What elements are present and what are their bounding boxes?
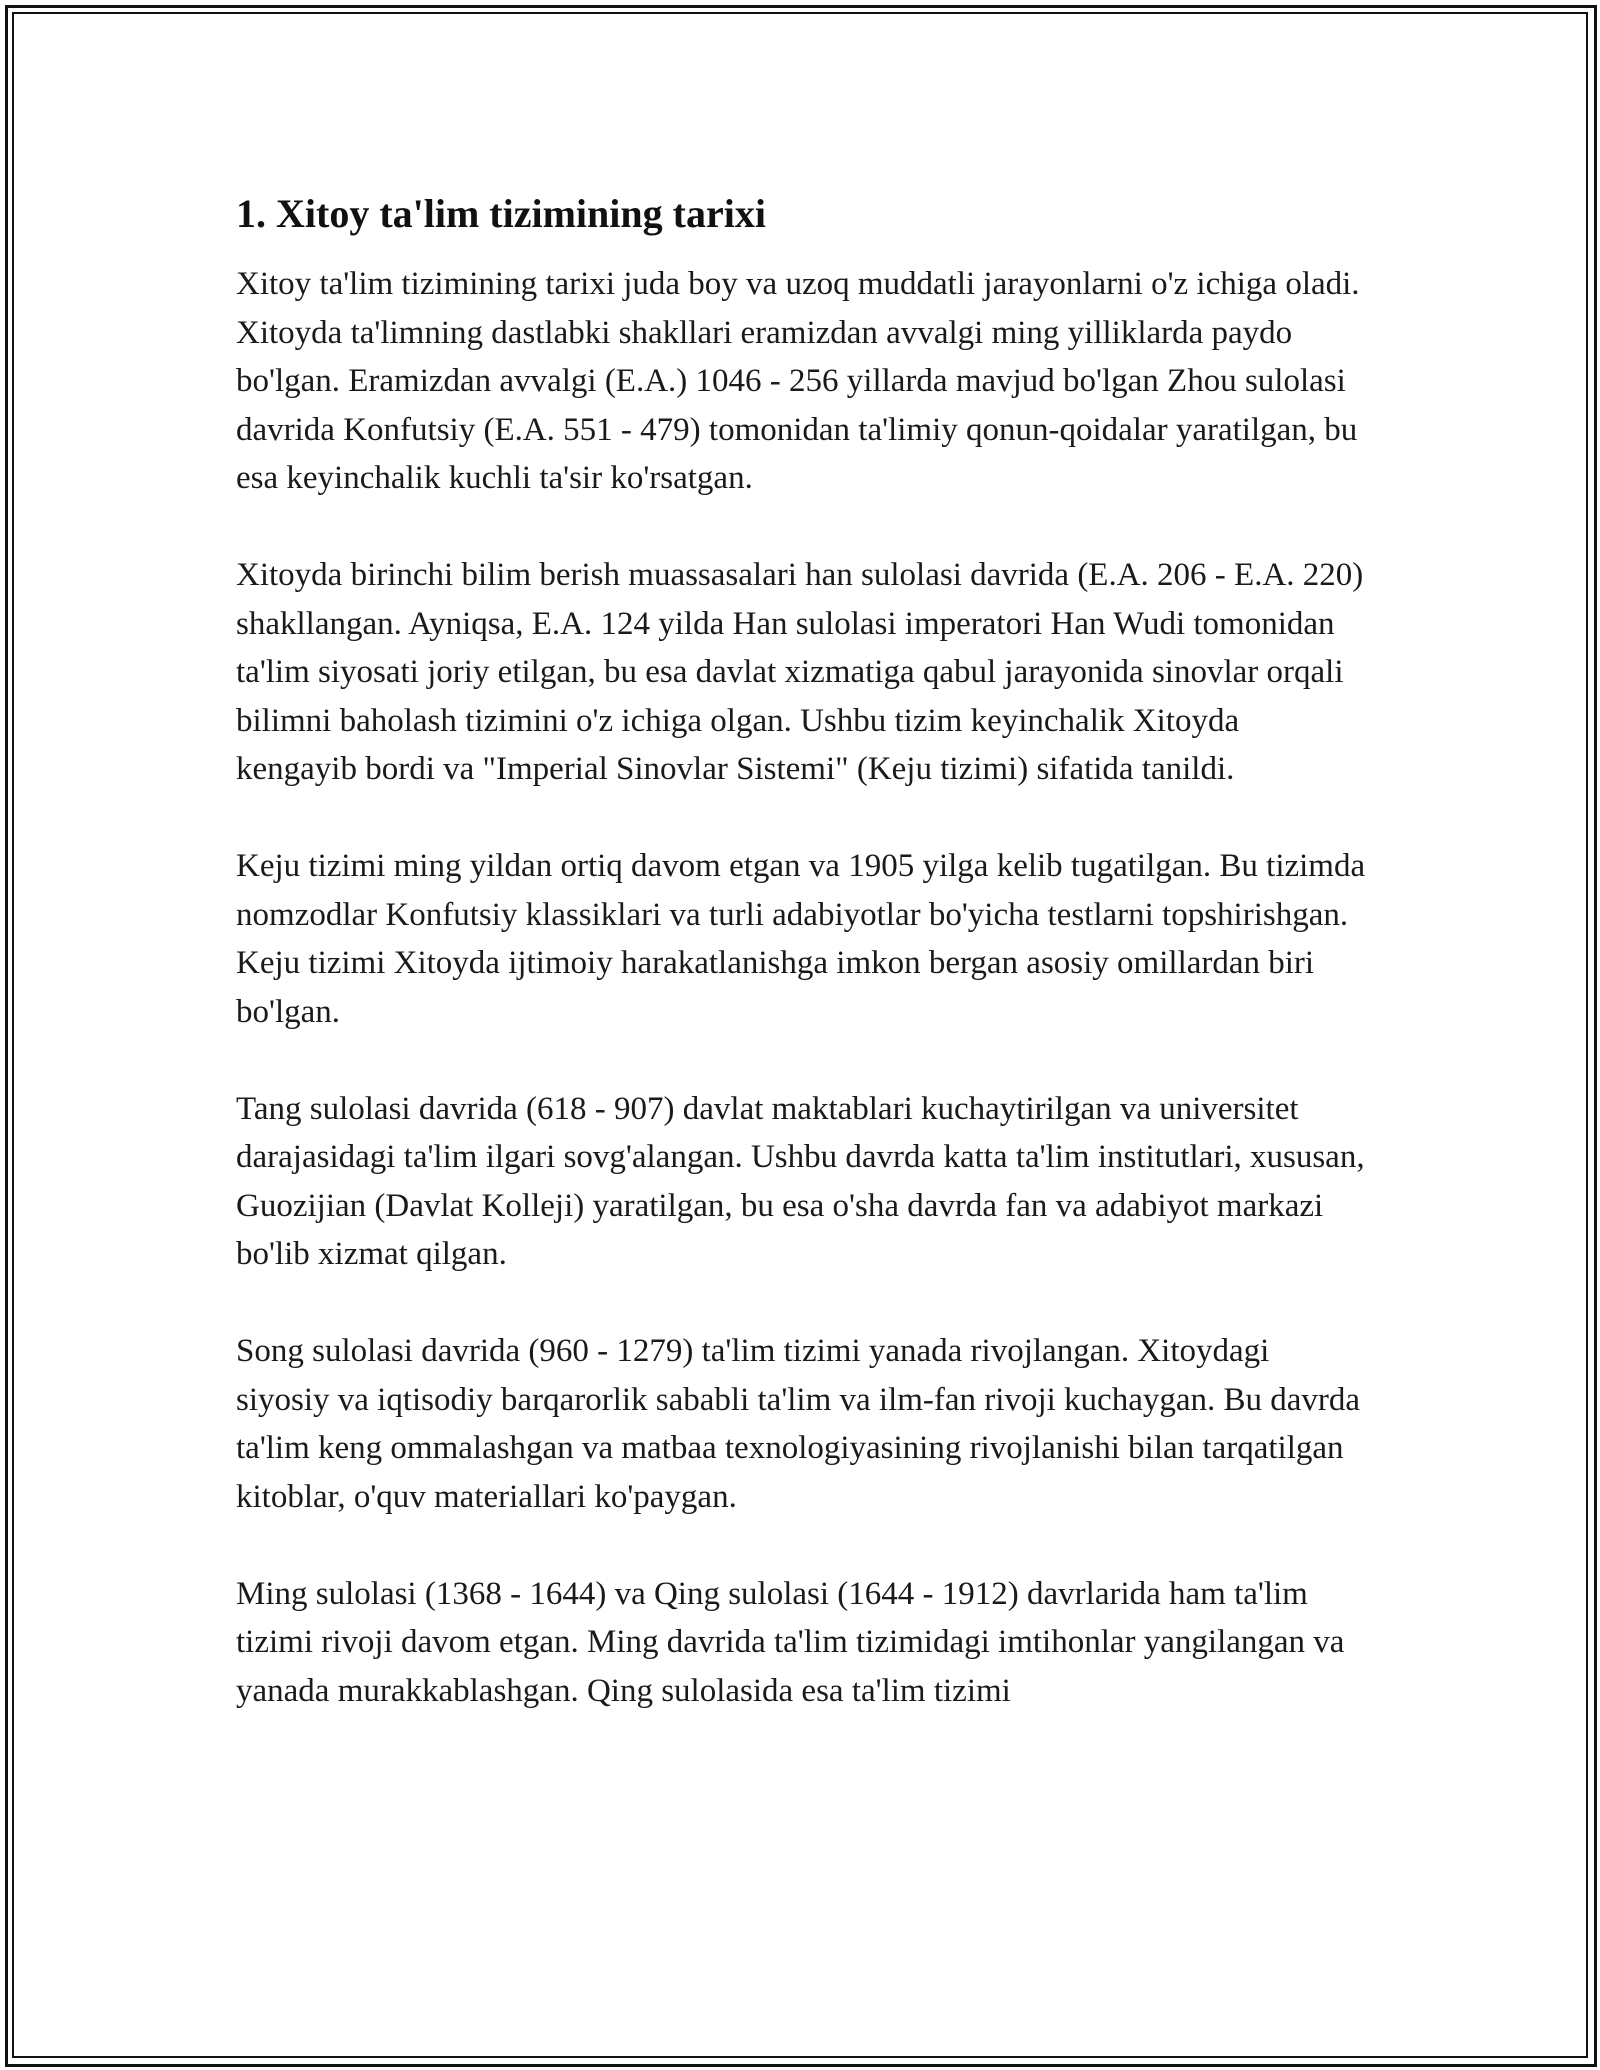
section-heading: 1. Xitoy ta'lim tizimining tarixi: [236, 191, 766, 236]
paragraph-han-dynasty: Xitoyda birinchi bilim berish muassasalari han sulolasi davrida (E.A. 206 - E.A. 220) shakllangan. Ayniqsa, E.A. 124 yilda Han sulolasi imperatori Han Wudi tomonidan ta'lim siyosati joriy etilgan, bu esa davlat xizmatiga qabul jarayonida sinovlar orqali bilimni baholash tizimini o'z ichiga olgan. Ushbu tizim keyinchalik Xitoyda kengayib bordi va "Imperial Sinovlar Sistemi" (Keju tizimi) sifatida tanildi.: [236, 557, 1364, 787]
document-body: [236, 188, 1366, 1764]
paragraph-song-dynasty: Song sulolasi davrida (960 - 1279) ta'lim tizimi yanada rivojlangan. Xitoydagi siyosiy va iqtisodiy barqarorlik sababli ta'lim va ilm-fan rivoji kuchaygan. Bu davrda ta'lim keng ommalashgan va matbaa texnologiyasining rivojlanishi bilan tarqatilgan kitoblar, o'quv materiallari ko'paygan.: [236, 1333, 1361, 1515]
paragraph-ming-qing-dynasty: Ming sulolasi (1368 - 1644) va Qing sulolasi (1644 - 1912) davrlarida ham ta'lim tizimi rivoji davom etgan. Ming davrida ta'lim tizimidagi imtihonlar yangilangan va yanada murakkablashgan. Qing sulolasida esa ta'lim tizimi: [236, 1575, 1345, 1709]
paragraph-zhou-confucius: Xitoy ta'lim tizimining tarixi juda boy va uzoq muddatli jarayonlarni o'z ichiga oladi. Xitoyda ta'limning dastlabki shakllari eramizdan avvalgi ming yilliklarda paydo bo'lgan. Eramizdan avvalgi (E.A.) 1046 - 256 yillarda mavjud bo'lgan Zhou sulolasi davrida Konfutsiy (E.A. 551 - 479) tomonidan ta'limiy qonun-qoidalar yaratilgan, bu esa keyinchalik kuchli ta'sir ko'rsatgan.: [236, 266, 1360, 496]
paragraph-keju-system: Keju tizimi ming yildan ortiq davom etgan va 1905 yilga kelib tugatilgan. Bu tizimda nomzodlar Konfutsiy klassiklari va turli adabiyotlar bo'yicha testlarni topshirishgan. Keju tizimi Xitoyda ijtimoiy harakatlanishga imkon bergan asosiy omillardan biri bo'lgan.: [236, 848, 1366, 1030]
paragraph-tang-dynasty: Tang sulolasi davrida (618 - 907) davlat maktablari kuchaytirilgan va universitet darajasidagi ta'lim ilgari sovg'alangan. Ushbu davrda katta ta'lim institutlari, xususan, Guozijian (Davlat Kolleji) yaratilgan, bu esa o'sha davrda fan va adabiyot markazi bo'lib xizmat qilgan.: [236, 1090, 1365, 1272]
